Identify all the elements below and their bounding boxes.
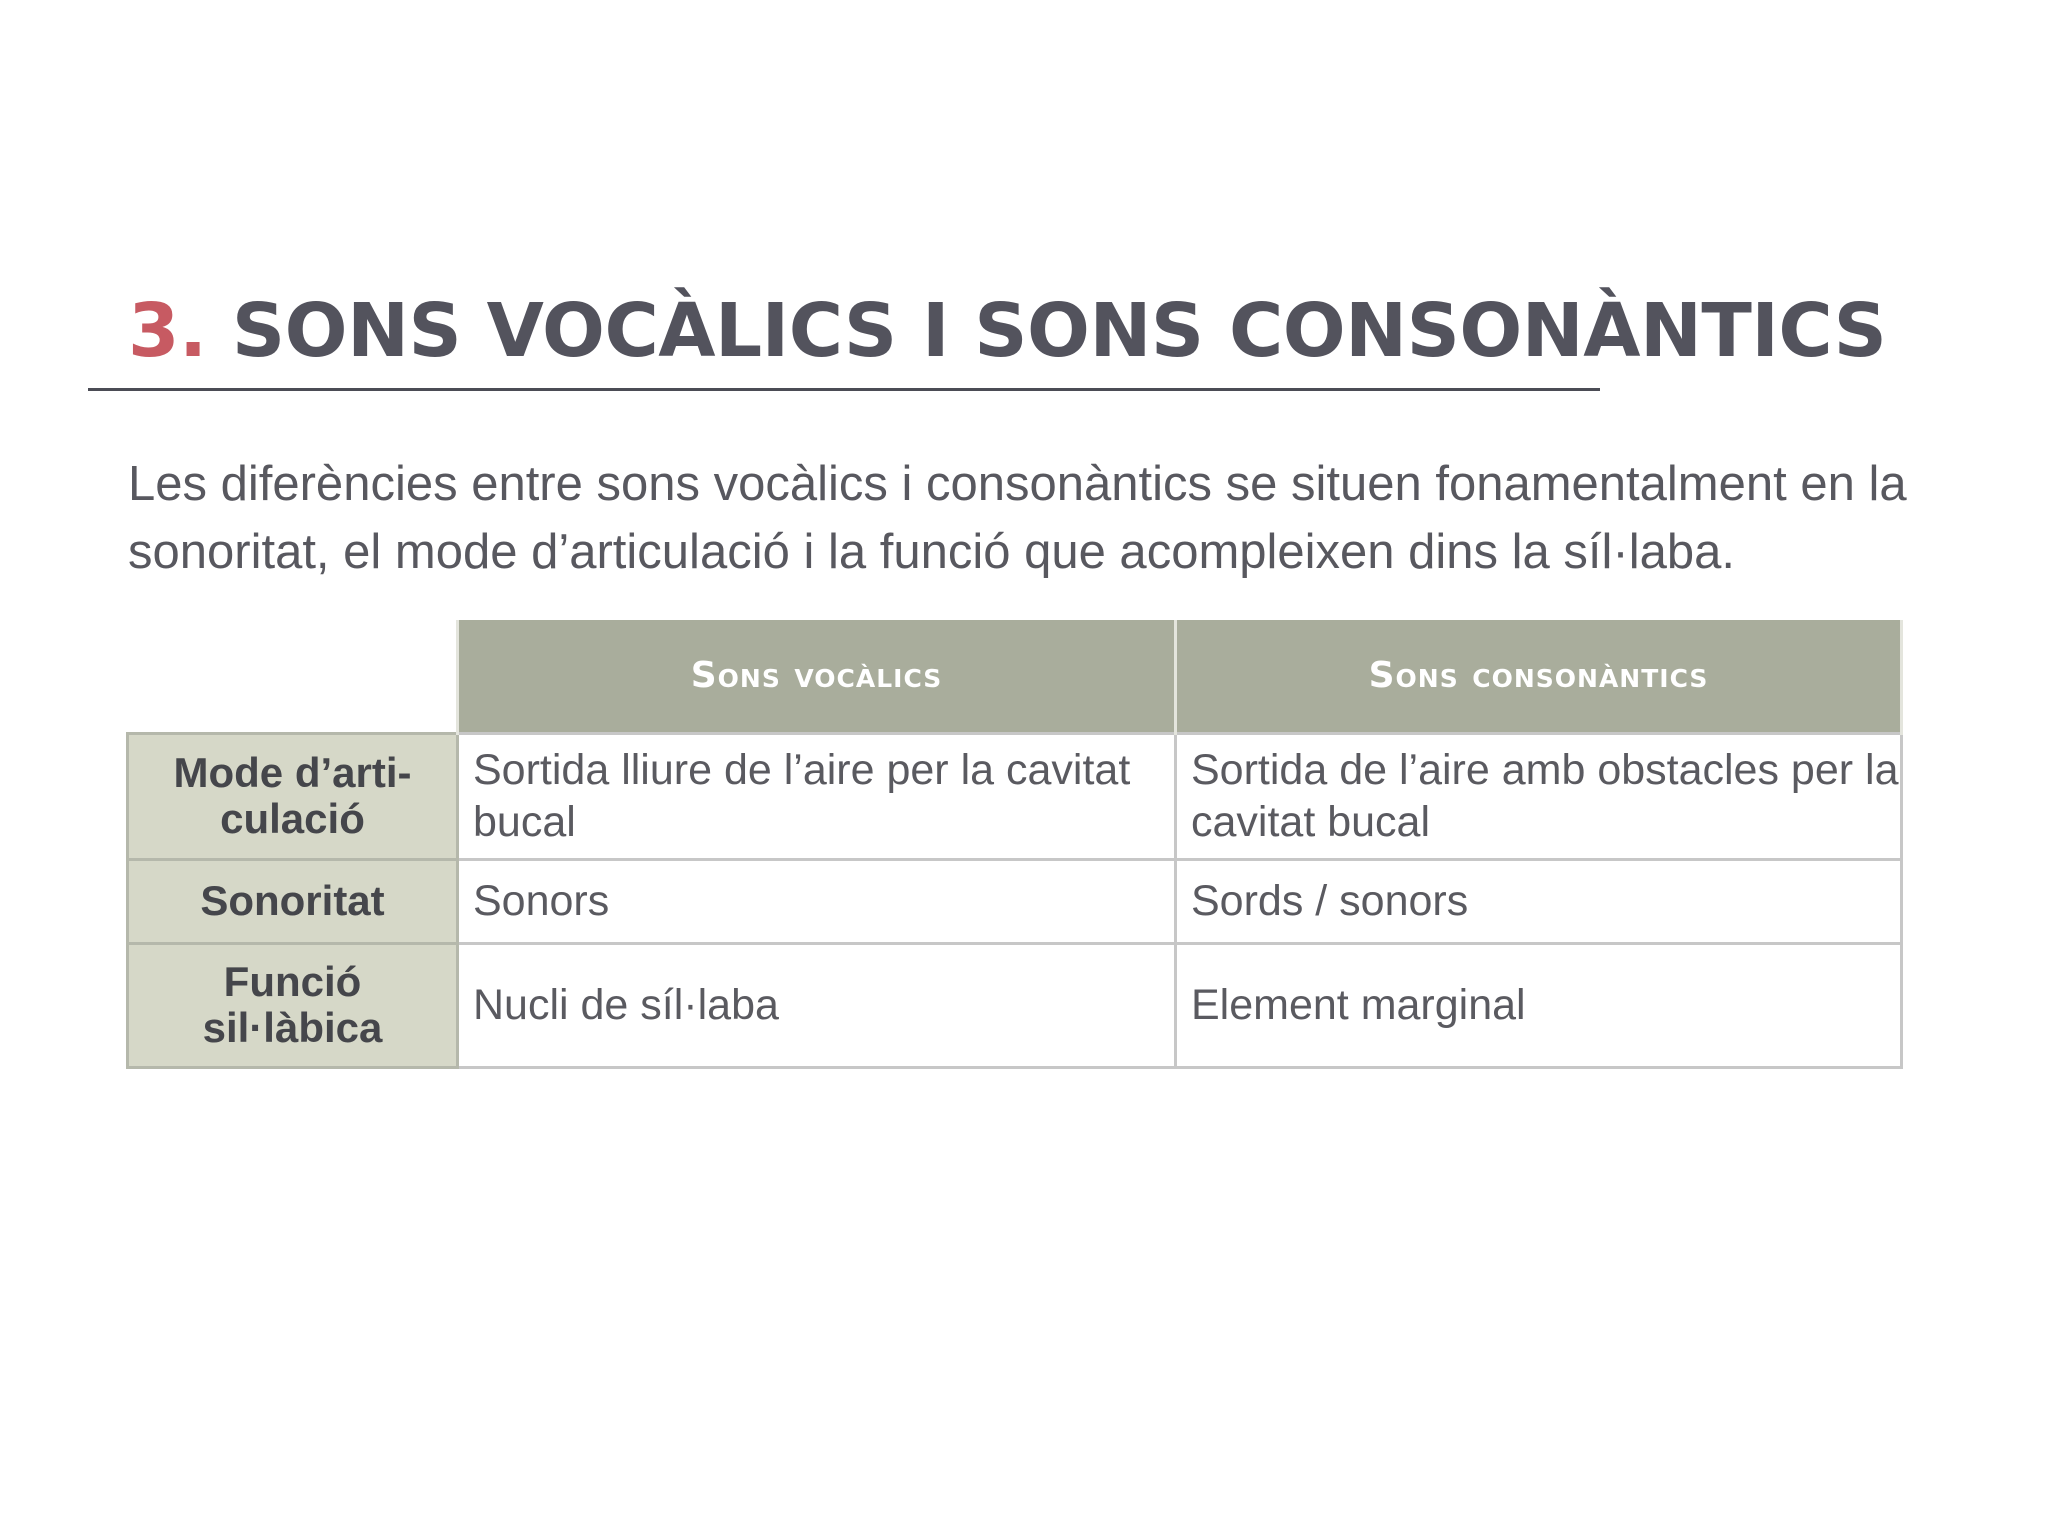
- table-corner: [128, 620, 458, 733]
- table-row: [128, 733, 1902, 859]
- cell-consonantics-mode: Sortida de l’aire amb obstacles per la cavitat bucal: [1176, 733, 1902, 859]
- row-label-mode: Mode d’arti- culació: [128, 733, 458, 859]
- cell-consonantics-sonoritat: Sords / sonors: [1176, 859, 1902, 943]
- table-row: [128, 859, 1902, 943]
- intro-paragraph: Les diferències entre sons vocàlics i consonàntics se situen fonamentalment en la sonoritat, el mode d’articulació i la funció que acompleixen dins la síl·laba.: [128, 457, 1907, 579]
- cell-vocalics-mode: Sortida lliure de l’aire per la cavitat bucal: [458, 733, 1176, 859]
- section-title: SONS VOCÀLICS I SONS CONSONÀNTICS: [231, 288, 1887, 374]
- table-header-row: [128, 620, 1902, 733]
- table-row: [128, 943, 1902, 1067]
- comparison-table: [126, 620, 1903, 1069]
- row-label-funcio: Funció sil·làbica: [128, 943, 458, 1067]
- header-consonantics: Sons consonàntics: [1176, 620, 1902, 733]
- cell-consonantics-funcio: Element marginal: [1176, 943, 1902, 1067]
- row-label-sonoritat: Sonoritat: [128, 859, 458, 943]
- section-number: 3.: [128, 288, 207, 374]
- cell-vocalics-funcio: Nucli de síl·laba: [458, 943, 1176, 1067]
- header-vocalics: Sons vocàlics: [458, 620, 1176, 733]
- cell-vocalics-sonoritat: Sonors: [458, 859, 1176, 943]
- section-heading: [88, 268, 1887, 391]
- page-title: [128, 286, 1886, 376]
